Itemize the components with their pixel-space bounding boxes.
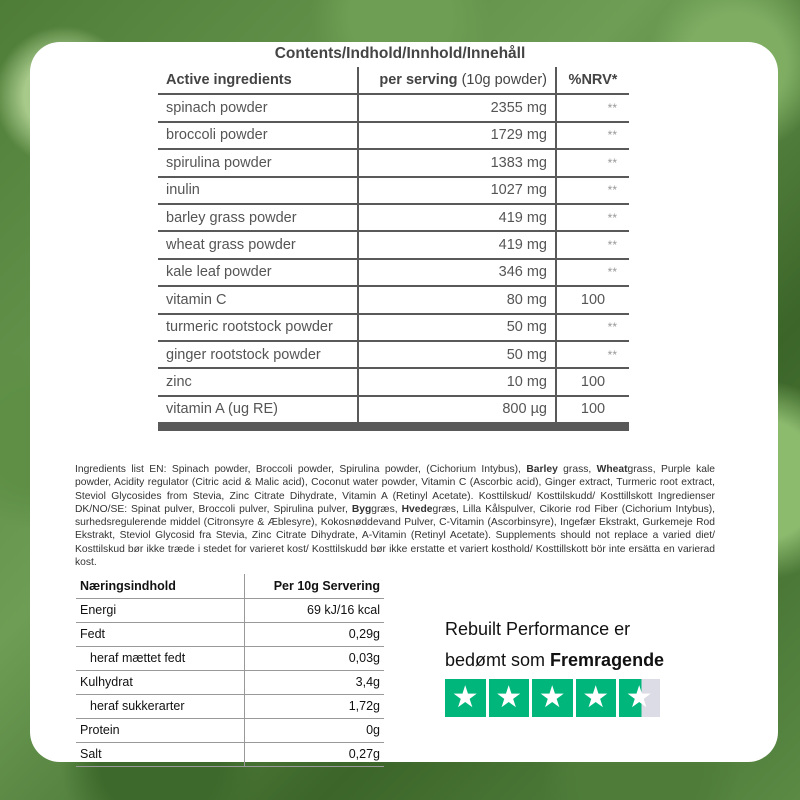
nutrition-row: [76, 622, 384, 646]
ingredient-amount: 2355 mg: [358, 94, 556, 121]
ingredient-name: spinach powder: [158, 94, 358, 121]
ingredient-name: vitamin A (ug RE): [158, 396, 358, 423]
table-row: [158, 177, 629, 204]
nutrition-row: [76, 742, 384, 766]
rating-text: [445, 614, 664, 676]
table-row: [158, 94, 629, 121]
table-row: [158, 286, 629, 313]
ingredient-nrv: **: [556, 122, 629, 149]
nutrition-row: [76, 718, 384, 742]
star-icon: [489, 679, 530, 717]
rating-line-2: bedømt som Fremragende: [445, 650, 665, 670]
ingredient-nrv: **: [556, 231, 629, 258]
ingredient-amount: 50 mg: [358, 341, 556, 368]
page-title: Contents/Indhold/Innhold/Innehåll: [274, 45, 526, 62]
nutrient-value: 69 kJ/16 kcal: [244, 598, 384, 622]
trustpilot-stars: [445, 679, 660, 717]
ingredient-amount: 800 µg: [358, 396, 556, 423]
table-row: [158, 122, 629, 149]
star-icon: [576, 679, 617, 717]
star-glyph: ★: [451, 681, 479, 714]
ingredients-list: Ingredients list EN: Spinach powder, Broccoli powder, Spirulina powder, (Cichorium Intybus), Barley grass, Wheatgrass, Purple kale powder, Acidity regulator (Citric acid & Malic acid), Coconut water powder, Vitamin C (Ascorbic acid), Ginger extract, Turmeric root extract, Steviol Glycosides from Stevia, Zinc Citrate Dihydrate, Vitamin A (Retinyl Acetate). Kosttilskud/ Kosttilskudd/ Kosttillskott Ingredienser DK/NO/SE: Spinat pulver, Broccoli pulver, Spirulina pulver, Byggræs, Hvedegræs, Lilla Kålspulver, Cikorie rod Fiber (Cichorium Intybus), surhedsregulerende middel (Citronsyre & Æblesyre), Kokosnøddevand Pulver, C-Vitamin (Ascorbinsyre), Ingefær Ekstrakt, Gurkemeje Rod Ekstrakt, Steviol Glycosid fra Stevia, Zinc Citrate Dihydrate, A-Vitamin (Retinyl Acetate). Supplements should not replace a varied diet/ Kosttilskud bør ikke træde i stedet for varieret kost/ Kosttilskudd bør ikke erstatte et variert kosthold/ Kosttillskott bör inte ersätta en varierad kost.: [75, 464, 716, 569]
nutrition-row: [76, 694, 384, 718]
star-icon: [619, 679, 660, 717]
active-ingredients-table: [158, 67, 629, 431]
table-row: [158, 259, 629, 286]
ingredient-nrv: 100: [556, 368, 629, 395]
nutrition-row: [76, 670, 384, 694]
nutrient-name: Salt: [76, 742, 244, 766]
table-row: [158, 396, 629, 423]
ingredient-name: ginger rootstock powder: [158, 341, 358, 368]
star-icon: [532, 679, 573, 717]
header-per-serving: per serving (10g powder): [358, 67, 556, 94]
footer-bar: [158, 423, 629, 431]
nutrient-name: heraf sukkerarter: [76, 694, 244, 718]
table-row: [158, 231, 629, 258]
star-glyph: ★: [538, 681, 566, 714]
ingredient-amount: 80 mg: [358, 286, 556, 313]
nutrient-value: 0,29g: [244, 622, 384, 646]
nutrient-name: Energi: [76, 598, 244, 622]
star-icon: [445, 679, 486, 717]
ingredient-nrv: **: [556, 149, 629, 176]
nutrition-header-value: Per 10g Servering: [244, 574, 384, 598]
ingredient-amount: 1027 mg: [358, 177, 556, 204]
table-footer-bar: [158, 423, 629, 431]
ingredient-name: turmeric rootstock powder: [158, 314, 358, 341]
header-active-ingredients: Active ingredients: [158, 67, 358, 94]
ingredient-nrv: 100: [556, 286, 629, 313]
ingredient-amount: 10 mg: [358, 368, 556, 395]
nutrient-name: Fedt: [76, 622, 244, 646]
ingredient-nrv: **: [556, 341, 629, 368]
nutrient-name: Protein: [76, 718, 244, 742]
ingredient-amount: 419 mg: [358, 231, 556, 258]
star-glyph: ★: [582, 681, 610, 714]
star-glyph: ★: [625, 681, 653, 714]
nutrient-value: 0,27g: [244, 742, 384, 766]
nutrient-name: heraf mættet fedt: [76, 646, 244, 670]
nutrient-value: 3,4g: [244, 670, 384, 694]
nutrition-header-row: [76, 574, 384, 598]
ingredient-name: kale leaf powder: [158, 259, 358, 286]
ingredient-name: zinc: [158, 368, 358, 395]
ingredient-nrv: **: [556, 314, 629, 341]
rating-line-1: Rebuilt Performance er: [445, 619, 631, 639]
ingredient-nrv: **: [556, 177, 629, 204]
table-row: [158, 341, 629, 368]
nutrient-name: Kulhydrat: [76, 670, 244, 694]
ingredient-amount: 50 mg: [358, 314, 556, 341]
ingredient-nrv: **: [556, 94, 629, 121]
nutrient-value: 0,03g: [244, 646, 384, 670]
ingredient-amount: 346 mg: [358, 259, 556, 286]
ingredient-amount: 1729 mg: [358, 122, 556, 149]
ingredient-nrv: 100: [556, 396, 629, 423]
table-row: [158, 314, 629, 341]
ingredient-nrv: **: [556, 259, 629, 286]
nutrition-row: [76, 598, 384, 622]
ingredient-name: spirulina powder: [158, 149, 358, 176]
table-row: [158, 368, 629, 395]
nutrient-value: 1,72g: [244, 694, 384, 718]
table-row: [158, 149, 629, 176]
nutrition-table: [76, 574, 384, 767]
nutrition-header-label: Næringsindhold: [76, 574, 244, 598]
star-glyph: ★: [495, 681, 523, 714]
ingredient-name: wheat grass powder: [158, 231, 358, 258]
ingredient-name: vitamin C: [158, 286, 358, 313]
ingredient-nrv: **: [556, 204, 629, 231]
nutrient-value: 0g: [244, 718, 384, 742]
nutrition-row: [76, 646, 384, 670]
ingredient-amount: 419 mg: [358, 204, 556, 231]
ingredient-name: inulin: [158, 177, 358, 204]
header-nrv: %NRV*: [556, 67, 629, 94]
ingredient-name: broccoli powder: [158, 122, 358, 149]
ingredient-amount: 1383 mg: [358, 149, 556, 176]
table-row: [158, 204, 629, 231]
ingredient-name: barley grass powder: [158, 204, 358, 231]
table-header-row: [158, 67, 629, 94]
